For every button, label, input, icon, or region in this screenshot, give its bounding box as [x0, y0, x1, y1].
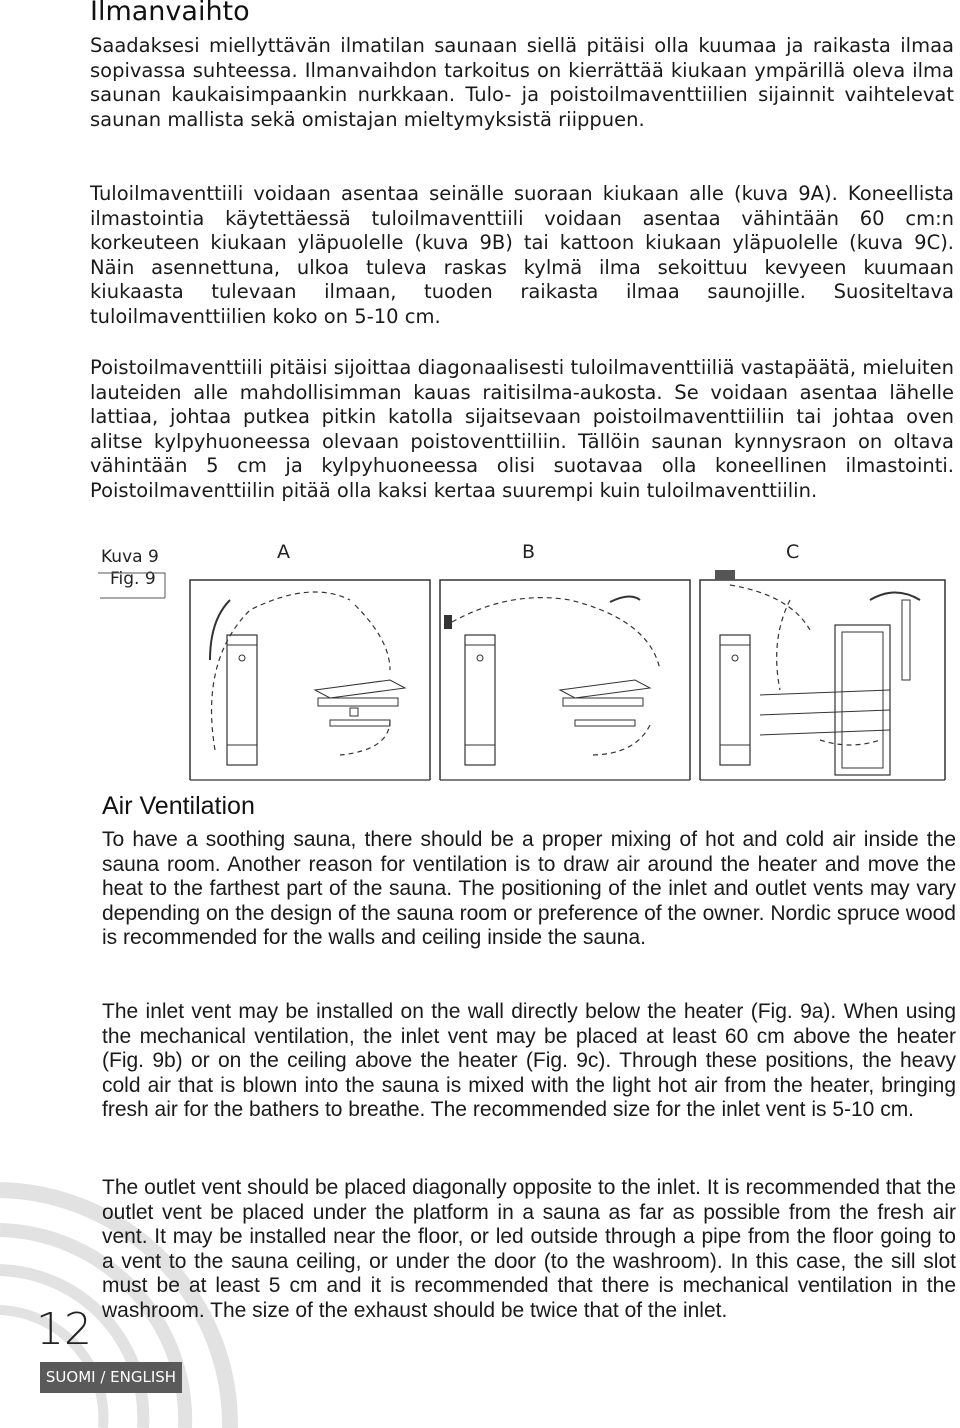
english-paragraph-3: The outlet vent should be placed diagonally opposite to the inlet. It is recommended that the outlet vent be placed under the platform in a sauna as far as possible from the fresh air vent. It may be installed near the floor, or led outside through a pipe from the floor going to a vent to the sauna ceiling, or under the door (to the washroom). In this case, the sill slot must be at least 5 cm and it is recommended that there is mechanical ventilation in the washroom. The size of the exhaust should be twice that of the inlet.: [102, 1176, 956, 1322]
finnish-paragraph-1: Saadaksesi miellyttävän ilmatilan saunaan siellä pitäisi olla kuumaa ja raikasta ilmaa sopivassa suhteessa. Ilmanvaihdon tarkoitus on kierrättää kiukaan ympärillä oleva ilma saunan kaukaisimpaankin nurkkaan. Tulo- ja poistoilmaventtiilien sijainnit vaihtelevat saunan mallista sekä omistajan mieltymyksistä riippuen.: [90, 34, 954, 131]
ventilation-figure: [90, 540, 950, 790]
panel-letter-a: A: [277, 541, 290, 563]
english-paragraph-2: The inlet vent may be installed on the wall directly below the heater (Fig. 9a). When using the mechanical ventilation, the inlet vent may be placed at least 60 cm above the heater (Fig. 9b) or on the ceiling above the heater (Fig. 9c). Through these positions, the heavy cold air that is blown into the sauna is mixed with the light hot air from the heater, bringing fresh air for the bathers to breathe. The recommended size for the inlet vent is 5-10 cm.: [102, 1000, 956, 1121]
figure-label-en: Fig. 9: [110, 569, 156, 589]
language-tag: SUOMI / ENGLISH: [40, 1362, 182, 1393]
finnish-paragraph-2: Tuloilmaventtiili voidaan asentaa seinälle suoraan kiukaan alle (kuva 9A). Koneellista ilmastointia käytettäessä tuloilmaventtiili voidaan asentaa vähintään 60 cm:n korkeuteen kiukaan yläpuolelle (kuva 9B) tai kattoon kiukaan yläpuolelle (kuva 9C). Näin asennettuna, ulkoa tuleva raskas kylmä ilma sekoittuu kevyeen kuumaan kiukaasta tulevaan ilmaan, tuoden raikasta ilmaa saunojille. Suositeltava tuloilmaventtiilien koko on 5-10 cm.: [90, 182, 954, 328]
english-section-title: Air Ventilation: [102, 792, 255, 820]
finnish-section-title: Ilmanvaihto: [90, 0, 250, 27]
panel-letter-c: C: [786, 541, 800, 563]
finnish-paragraph-3: Poistoilmaventtiili pitäisi sijoittaa diagonaalisesti tuloilmaventtiiliä vastapäätä, mieluiten lauteiden alle mahdollisimman kauas raitisilma-aukosta. Se voidaan asentaa lähelle lattiaa, johtaa putkea pitkin katolla sijaitsevaan poistoilmaventtiiliin tai johtaa oven alitse kylpyhuoneessa olevaan poistoventtiiliin. Tällöin saunan kynnysraon on oltava vähintään 5 cm ja kylpyhuoneessa olisi suotavaa olla koneellinen ilmastointi. Poistoilmaventtiilin pitää olla kaksi kertaa suurempi kuin tuloilmaventtiilin.: [90, 356, 954, 502]
panel-c-diagram: [700, 570, 945, 780]
panel-a-diagram: [190, 580, 430, 780]
figure-label-fi: Kuva 9: [101, 547, 159, 567]
page-number: 12: [36, 1304, 92, 1355]
panel-b-diagram: [440, 580, 690, 780]
panel-letter-b: B: [522, 541, 536, 563]
english-paragraph-1: To have a soothing sauna, there should be a proper mixing of hot and cold air inside the sauna room. Another reason for ventilation is to draw air around the heater and move the heat to the farthest part of the sauna. The positioning of the inlet and outlet vents may vary depending on the design of the sauna room or preference of the owner. Nordic spruce wood is recommended for the walls and ceiling inside the sauna.: [102, 828, 956, 949]
